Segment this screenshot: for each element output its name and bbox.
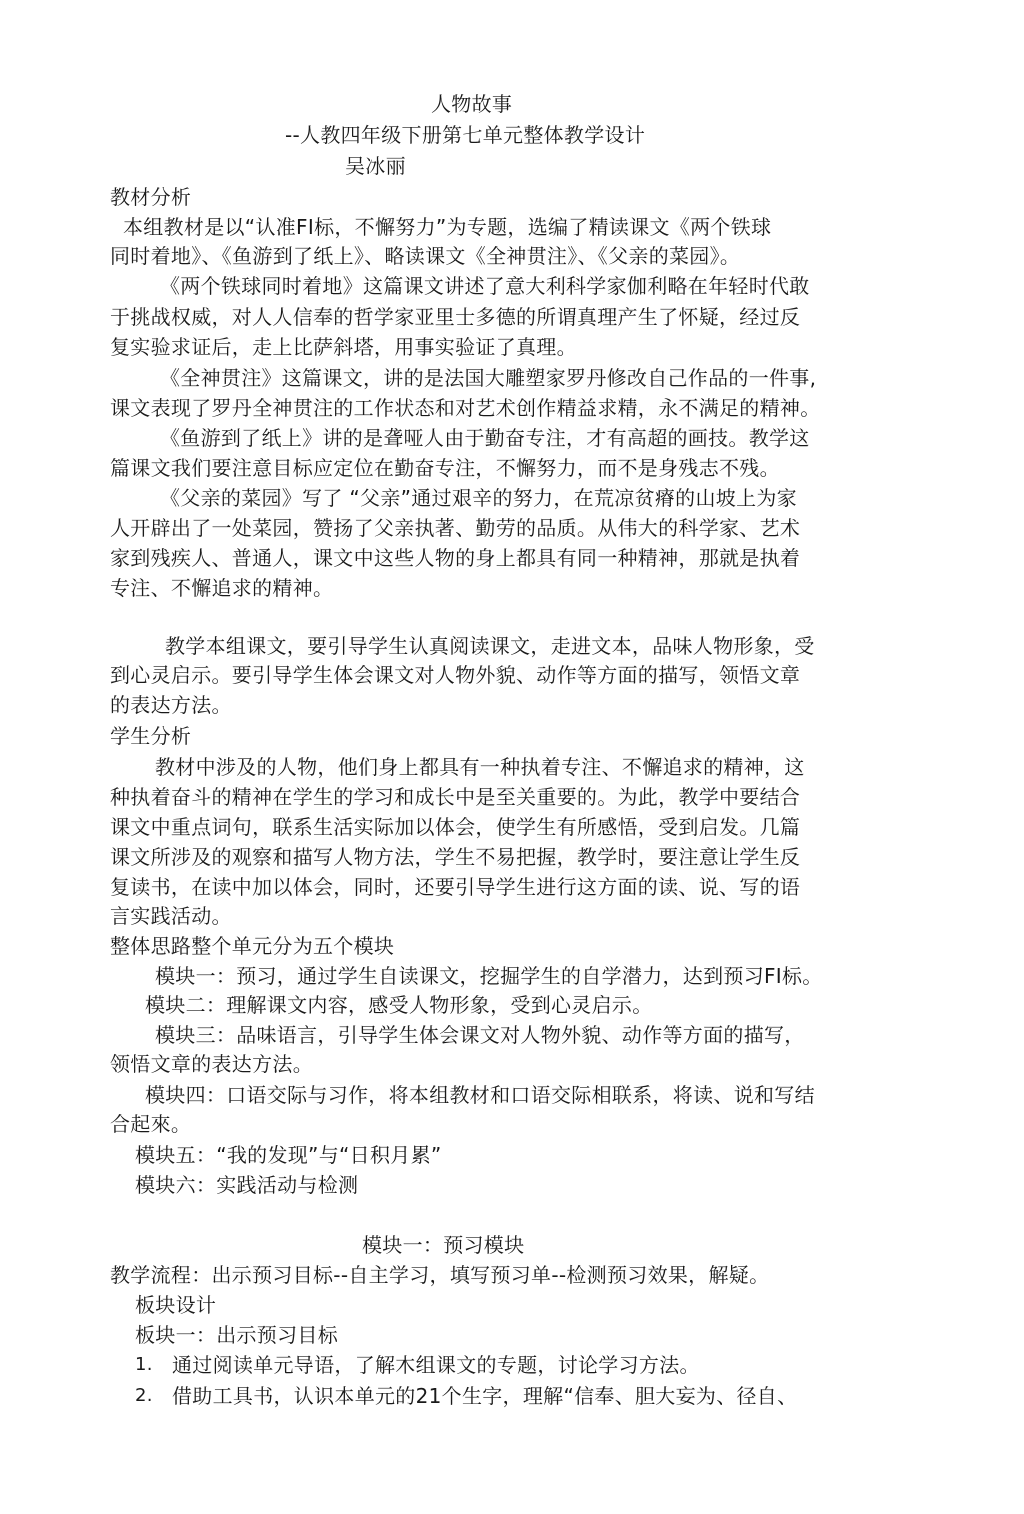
paragraph-line: 本组教材是以“认准FI标，不懈努力”为专题，选编了精读课文《两个铁球 [123,215,772,239]
module-item-6: 模块六：实践活动与检测 [135,1173,359,1197]
paragraph-line: 篇课文我们要注意目标应定位在勤奋专注，不懈努力，而不是身残志不残。 [110,456,780,480]
paragraph-line: 言实践活动。 [110,904,232,928]
paragraph-line: 课文表现了罗丹全神贯注的工作状态和对艺术创作精益求精，永不满足的精神。 [110,396,821,420]
teaching-flow: 教学流程：出示预习目标--自主学习，填写预习单--检测预习效果，解疑。 [110,1263,770,1287]
paragraph-line: 《鱼游到了纸上》讲的是聋哑人由于勤奋专注，才有高超的画技。教学这 [160,426,810,450]
doc-subtitle: --人教四年级下册第七单元整体教学设计 [285,123,646,147]
paragraph-line: 到心灵启示。要引导学生体会课文对人物外貌、动作等方面的描写，领悟文章 [110,663,801,687]
module-item-4: 模块四：口语交际与习作，将本组教材和口语交际相联系，将读、说和写结 [145,1083,815,1107]
paragraph-line: 《父亲的菜园》写了 “父亲”通过艰辛的努力，在荒凉贫瘠的山坡上为家 [160,486,797,510]
paragraph-line: 课文所涉及的观察和描写人物方法，学生不易把握，教学时，要注意让学生反 [110,845,801,869]
heading-student-analysis: 学生分析 [110,724,192,748]
paragraph-line: 种执着奋斗的精神在学生的学习和成长中是至关重要的。为此，教学中要结合 [110,785,801,809]
paragraph-line: 于挑战权威，对人人信奉的哲学家亚里士多德的所谓真理产生了怀疑，经过反 [110,305,801,329]
paragraph-line: 《全神贯注》这篇课文，讲的是法国大雕塑家罗丹修改自己作品的一件事, [160,366,817,390]
module-item-3: 模块三：品味语言，引导学生体会课文对人物外貌、动作等方面的描写， [155,1023,805,1047]
heading-overall-plan: 整体思路整个单元分为五个模块 [110,934,395,958]
list-number-2: 2. [135,1385,153,1406]
paragraph-line: 复实验求证后，走上比萨斜塔，用事实验证了真理。 [110,335,577,359]
list-item-2: 借助工具书，认识本单元的21个生字，理解“信奉、胆大妄为、径自、 [172,1384,798,1408]
paragraph-line: 教学本组课文，要引导学生认真阅读课文，走进文本，品味人物形象，受 [165,634,815,658]
module-item-5: 模块五：“我的发现”与“日积月累” [135,1143,442,1167]
list-number-1: 1. [135,1354,153,1375]
doc-title: 人物故事 [431,92,513,116]
doc-author: 吴冰丽 [345,154,406,178]
paragraph-line: 《两个铁球同时着地》这篇课文讲述了意大利科学家伽利略在年轻时代敢 [160,274,810,298]
paragraph-line: 课文中重点词句，联系生活实际加以体会，使学生有所感悟，受到启发。几篇 [110,815,801,839]
module-item-3-cont: 领悟文章的表达方法。 [110,1052,313,1076]
module-item-4-cont: 合起來。 [110,1112,192,1136]
paragraph-line: 人开辟出了一处菜园，赞扬了父亲执著、勤劳的品质。从伟大的科学家、艺术 [110,516,801,540]
paragraph-line: 家到残疾人、普通人，课文中这些人物的身上都具有同一种精神，那就是执着 [110,546,801,570]
paragraph-line: 专注、不懈追求的精神。 [110,576,334,600]
paragraph-line: 复读书，在读中加以体会，同时，还要引导学生进行这方面的读、说、写的语 [110,875,801,899]
module-item-2: 模块二：理解课文内容，感受人物形象，受到心灵启示。 [145,993,653,1017]
paragraph-line: 同时着地》、《鱼游到了纸上》、略读课文《全神贯注》、《父亲的菜园》。 [110,244,741,268]
list-item-1: 通过阅读单元导语，了解木组课文的专题，讨论学习方法。 [172,1353,700,1377]
paragraph-line: 教材中涉及的人物，他们身上都具有一种执着专注、不懈追求的精神，这 [155,755,805,779]
board-one-heading: 板块一：出示预习目标 [135,1323,338,1347]
module-item-1: 模块一：预习，通过学生自读课文，挖掘学生的自学潜力，达到预习FI标。 [155,964,823,988]
board-design-heading: 板块设计 [135,1293,217,1317]
heading-material-analysis: 教材分析 [110,185,192,209]
section-title: 模块一：预习模块 [362,1233,525,1257]
paragraph-line: 的表达方法。 [110,693,232,717]
